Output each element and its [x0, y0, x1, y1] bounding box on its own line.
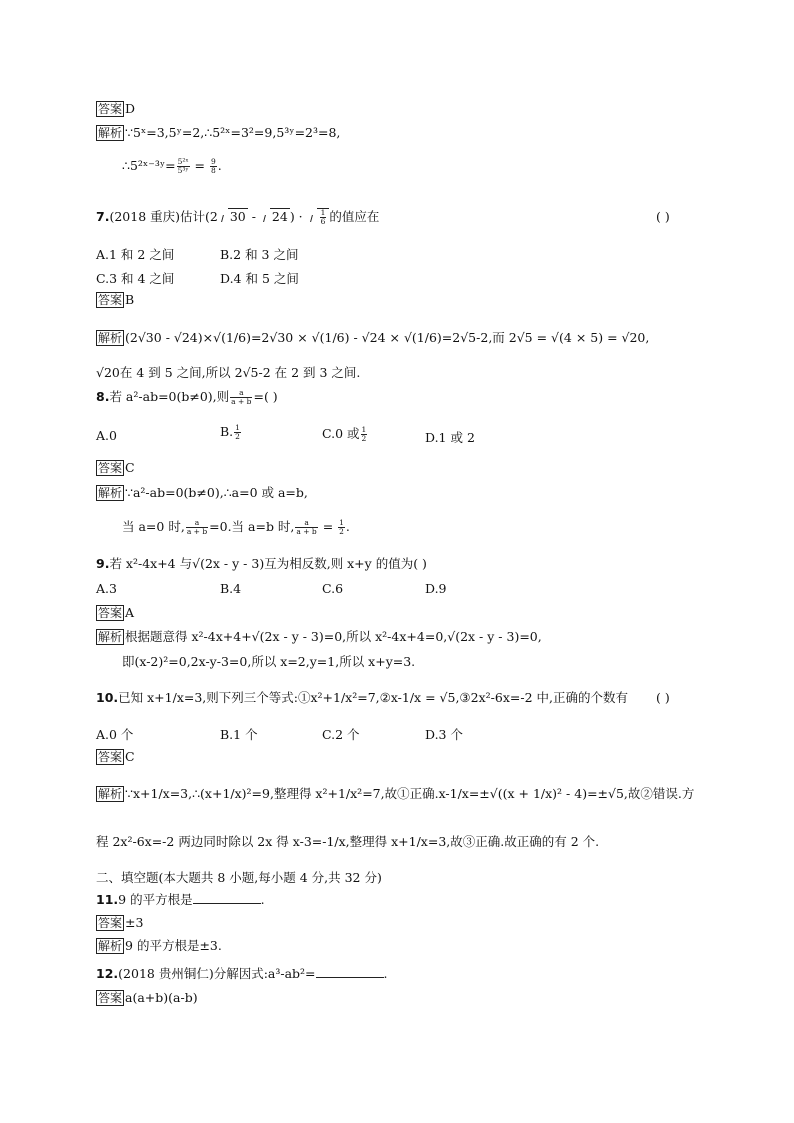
q10-stem-text: 已知 x+1/x=3,则下列三个等式:①x²+1/x²=7,②x-1/x = √5,③2x²-6x=-2 中,正确的个数有: [118, 690, 628, 705]
sqrt-24: [260, 209, 290, 225]
q11-number: 11.: [96, 892, 119, 907]
q8-stem: [96, 389, 278, 406]
q8-frac-denominator: a + b: [231, 397, 252, 406]
q10-number: 10.: [96, 690, 119, 705]
q11-analysis-line: [96, 938, 222, 954]
q8-frac-numerator: a: [295, 519, 317, 528]
analysis-tag: 解析: [98, 486, 123, 500]
analysis-tag: 解析: [98, 787, 123, 801]
q9-option-a: A.3: [96, 581, 117, 596]
q6-result-fraction: [210, 158, 217, 175]
q8-analysis-line2: [122, 519, 350, 536]
q11-stem-text: 9 的平方根是: [118, 892, 193, 907]
q8-answer: C: [125, 460, 135, 475]
q8-frac-denominator: a + b: [296, 527, 317, 536]
half-denominator: 2: [339, 527, 344, 536]
q7-dot: ) ·: [289, 209, 307, 224]
q7-analysis-line2: √20在 4 到 5 之间,所以 2√5-2 在 2 到 3 之间.: [96, 365, 361, 380]
q8-option-b-half: [234, 424, 241, 441]
q8-analysis-end: .: [345, 519, 350, 534]
q9-analysis-text1: 根据题意得 x²-4x+4+√(2x - y - 3)=0,所以 x²-4x+4=0,√(2x - y - 3)=0,: [125, 629, 542, 644]
q12-answer: a(a+b)(a-b): [125, 990, 198, 1005]
q8-analysis-half: [338, 519, 345, 536]
q8-number: 8.: [96, 389, 110, 404]
q8-option-c-half: [361, 426, 368, 443]
q7-source: (2018 重庆)估计(2: [109, 209, 218, 224]
half-denominator: 2: [361, 434, 367, 443]
q6-answer-line: [96, 101, 135, 117]
q8-stem-text: 若 a²-ab=0(b≠0),则: [109, 389, 230, 404]
q8-analysis-frac2: [295, 519, 317, 536]
analysis-tag: 解析: [98, 126, 123, 140]
q7-option-c: C.3 和 4 之间: [96, 271, 175, 286]
q12-answer-blank[interactable]: [316, 967, 384, 978]
q9-option-d: D.9: [425, 581, 447, 596]
half-numerator: 1: [235, 423, 240, 432]
q10-option-a: A.0 个: [96, 727, 134, 742]
answer-tag: 答案: [98, 293, 123, 307]
q10-option-d: D.3 个: [425, 727, 463, 742]
q12-stem-text: (2018 贵州铜仁)分解因式:a³-ab²=: [118, 966, 316, 981]
q10-stem: [96, 690, 628, 706]
q8-frac-numerator: a: [230, 389, 252, 398]
q6-result-denominator: 8: [210, 166, 216, 175]
sqrt-30: [218, 209, 248, 225]
q8-option-c-label: C.0 或: [322, 426, 360, 441]
q6-fraction: [177, 158, 190, 175]
q11-analysis-text: 9 的平方根是±3.: [125, 938, 222, 953]
q7-number: 7.: [96, 209, 110, 224]
q9-answer: A: [125, 605, 135, 620]
q7-option-d: D.4 和 5 之间: [220, 271, 299, 286]
sqrt-one-sixth: [307, 209, 330, 226]
q7-analysis-line1: [96, 330, 649, 346]
q8-analysis-part1: 当 a=0 时,: [122, 519, 185, 534]
q9-stem-text: 若 x²-4x+4 与√(2x - y - 3)互为相反数,则 x+y 的值为( ): [109, 556, 427, 571]
q9-option-c: C.6: [322, 581, 344, 596]
answer-tag: 答案: [98, 606, 123, 620]
q8-option-b-label: B.: [220, 424, 234, 439]
analysis-tag: 解析: [98, 939, 123, 953]
q6-result-numerator: 9: [210, 157, 216, 166]
q10-analysis-line1: [96, 786, 694, 802]
half-numerator: 1: [339, 518, 344, 527]
q8-analysis-part3: =: [318, 519, 338, 534]
q8-frac-numerator: a: [186, 519, 208, 528]
q6-frac-denominator: 5³ʸ: [177, 166, 189, 175]
q11-stem: [96, 892, 265, 908]
answer-tag: 答案: [98, 102, 123, 116]
q6-analysis-prefix: ∴5²ˣ⁻³ʸ=: [122, 158, 176, 173]
q7-answer-line: [96, 292, 134, 308]
q8-tail: =( ): [253, 389, 278, 404]
sqrt-24-radicand: 24: [271, 209, 288, 224]
analysis-tag: 解析: [98, 331, 123, 345]
q9-option-b: B.4: [220, 581, 242, 596]
q6-analysis-line2: [122, 158, 222, 175]
q7-option-b: B.2 和 3 之间: [220, 247, 299, 262]
answer-tag: 答案: [98, 750, 123, 764]
q7-minus: -: [247, 209, 260, 224]
half-denominator: 2: [235, 432, 240, 441]
q8-option-c: [322, 424, 368, 443]
q7-stem: [96, 209, 379, 226]
q7-answer-paren: ( ): [656, 209, 670, 224]
sqrt-30-radicand: 30: [229, 209, 246, 224]
q12-number: 12.: [96, 966, 119, 981]
q7-frac-denominator: 6: [320, 217, 326, 226]
q9-number: 9.: [96, 556, 110, 571]
q11-answer: ±3: [125, 915, 144, 930]
q10-answer-paren: ( ): [656, 690, 670, 705]
q8-fraction: [230, 389, 252, 406]
analysis-tag: 解析: [98, 630, 123, 644]
q10-analysis-text1: ∵x+1/x=3,∴(x+1/x)²=9,整理得 x²+1/x²=7,故①正确.x-1/x=±√((x + 1/x)² - 4)=±√5,故②错误.方: [125, 786, 695, 801]
q11-answer-line: [96, 915, 143, 931]
answer-tag: 答案: [98, 461, 123, 475]
q7-frac-numerator: 1: [320, 208, 326, 217]
q6-end: .: [217, 158, 222, 173]
q12-answer-line: [96, 990, 198, 1006]
q11-end: .: [260, 892, 265, 907]
q7-analysis-text1: (2√30 - √24)×√(1/6)=2√30 × √(1/6) - √24 × √(1/6)=2√5-2,而 2√5 = √(4 × 5) = √20,: [125, 330, 650, 345]
q6-frac-numerator: 5²ˣ: [177, 157, 189, 166]
answer-tag: 答案: [98, 991, 123, 1005]
q10-option-c: C.2 个: [322, 727, 360, 742]
q10-answer: C: [125, 749, 135, 764]
q6-equals: =: [190, 158, 209, 173]
q9-analysis-line1: [96, 629, 542, 645]
q11-answer-blank[interactable]: [193, 893, 261, 904]
q9-analysis-line2: 即(x-2)²=0,2x-y-3=0,所以 x=2,y=1,所以 x+y=3.: [122, 654, 416, 669]
q8-answer-line: [96, 460, 135, 476]
q8-analysis-line1: [96, 485, 308, 501]
q8-analysis-text1: ∵a²-ab=0(b≠0),∴a=0 或 a=b,: [125, 485, 308, 500]
q8-option-a: A.0: [96, 428, 117, 443]
q8-option-b: [220, 424, 242, 441]
q10-answer-line: [96, 749, 135, 765]
q7-option-a: A.1 和 2 之间: [96, 247, 175, 262]
q8-analysis-frac1: [186, 519, 208, 536]
section-heading: 二、填空题(本大题共 8 小题,每小题 4 分,共 32 分): [96, 870, 382, 885]
q12-stem: [96, 966, 388, 982]
q7-tail: 的值应在: [329, 209, 380, 224]
q6-answer: D: [125, 101, 136, 116]
q10-option-b: B.1 个: [220, 727, 258, 742]
q6-analysis-line1: [96, 125, 340, 141]
q9-answer-line: [96, 605, 134, 621]
q8-analysis-part2: =0.当 a=b 时,: [209, 519, 295, 534]
q8-frac-denominator: a + b: [186, 527, 208, 536]
q12-end: .: [383, 966, 388, 981]
answer-tag: 答案: [98, 916, 123, 930]
q8-option-d: D.1 或 2: [425, 430, 475, 445]
q6-analysis-text1: ∵5ˣ=3,5ʸ=2,∴5²ˣ=3²=9,5³ʸ=2³=8,: [125, 125, 341, 140]
q7-answer: B: [125, 292, 135, 307]
q9-stem: [96, 556, 427, 572]
half-numerator: 1: [361, 425, 367, 434]
q10-analysis-line2: 程 2x²-6x=-2 两边同时除以 2x 得 x-3=-1/x,整理得 x+1/x=3,故③正确.故正确的有 2 个.: [96, 834, 600, 849]
